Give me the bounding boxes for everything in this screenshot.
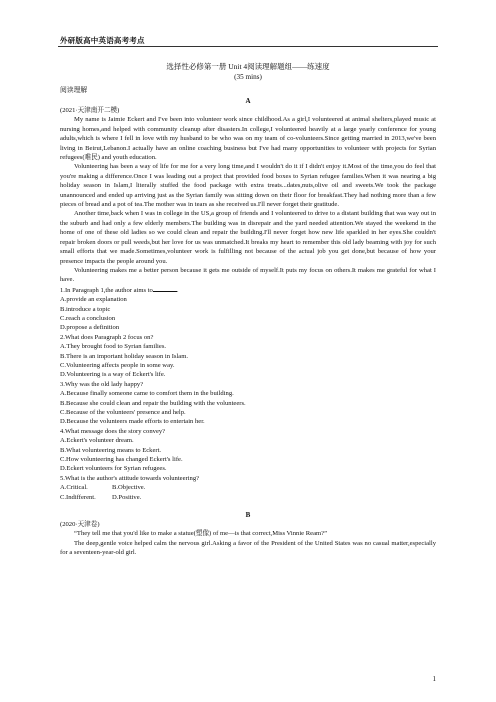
answer-option: C.Because of the volunteers' presence and help.: [60, 409, 186, 416]
passage-b-paragraph: The deep,gentle voice helped calm the nervous girl.Asking a favor of the President of the United States was no casual matter,especially for a seventeen-year-old girl.: [60, 539, 436, 557]
question-3: [60, 380, 436, 427]
answer-option: A.Eckert's volunteer dream.: [60, 437, 134, 445]
header-divider: [58, 46, 438, 47]
answer-option: B.Objective.: [112, 484, 146, 492]
passage-a-label: A: [245, 97, 251, 105]
answer-option: B.Because she could clean and repair the building with the volunteers.: [60, 399, 246, 407]
question-stem: 5.What is the author's attitude towards volunteering?: [60, 474, 200, 482]
question-5: [60, 474, 436, 502]
document-title: 选择性必修第一册 Unit 4阅读理解题组——练速度: [166, 62, 330, 71]
question-stem: 3.Why was the old lady happy?: [60, 380, 144, 388]
answer-option: A.provide an explanation: [60, 296, 127, 304]
answer-option: D.propose a definition: [60, 324, 120, 332]
answer-option: B.There is an important holiday season in Islam.: [60, 352, 189, 360]
answer-option: A.Because finally someone came to comfort them in the building.: [60, 390, 234, 398]
passage-b-source: (2020·天津卷): [60, 521, 100, 529]
passage-a-paragraph: Volunteering has been a way of life for me for a very long time,and I wouldn't do it if I didn't enjoy it.Most of the time,you do feel that you're making a difference.Once I was leading out a project that provided food boxes to Syrian refugee families.When it was nearing a big holiday season in Islam,I literally stuffed the food package with extra treats...dates,nuts,olive oil and sweets.We took the package unannounced and ended up arriving just as the Syrian family was sitting down on their floor for breakfast.They had nothing more than a few pieces of bread and a pot of tea.The mother was in tears as she received us.I'll never forget their gratitude.: [60, 163, 436, 209]
question-stem: 2.What does Paragraph 2 focus on?: [60, 333, 154, 341]
answer-option: D.Positive.: [112, 493, 142, 501]
page-number: 1: [432, 675, 436, 683]
passage-a-paragraph: Another time,back when I was in college in the US,a group of friends and I volunteered to drive to a distant building that was way out in the suburb and had only a few elderly members.The building was in disrepair and the yard needed attention.We stayed the weekend in the home of one of these old ladies so we could clean and repair the building.I'll never forget how new life sparkled in her eyes.She couldn't repair broken doors or pull weeds,but her love for us was unmatched.It breaks my heart to remember this old lady beaming with joy for such small efforts that we made.Sometimes,volunteer work is fulfilling not because of the actual job you get done,but because of how your presence impacts the people around you.: [60, 210, 436, 265]
question-1: 1.In Paragraph 1,the author aims to . A.provide an explanation B.introduce a topic C.reach a conclusion D.propose a definition: [60, 285, 436, 333]
passage-b-label: B: [245, 511, 251, 520]
answer-option: B.What volunteering means to Eckert.: [60, 446, 162, 454]
answer-blank: [153, 285, 177, 292]
section-heading: 阅读理解: [60, 86, 88, 94]
passage-a-paragraph: My name is Jaimie Eckert and I've been into volunteer work since childhood.As a girl,I volunteered at animal shelters,played music at nursing homes,and helped with community cleanup after disasters.In college,I volunteered heavily at a large yearly conference for young adults,which is where I fell in love with my husband to be who was on my team of co-volunteers.Since getting married in 2013,we've been living in Beirut,Lebanon.I actually have an online coaching business but I've had many opportunities to volunteer with projects for Syrian refugees(难民) and youth education.: [60, 116, 436, 162]
answer-option: D.Because the volunteers made efforts to entertain her.: [60, 418, 205, 426]
running-header: 外研版高中英语高考考点: [60, 36, 145, 45]
document-body: [60, 60, 436, 558]
question-4: [60, 427, 436, 474]
question-stem: 1.In Paragraph 1,the author aims to: [60, 286, 153, 294]
answer-option: D.Volunteering is a way of Eckert's life.: [60, 371, 166, 379]
answer-option: C.How volunteering has changed Eckert's life.: [60, 456, 183, 464]
question-2: [60, 333, 436, 380]
answer-option: C.Indifferent.: [60, 493, 96, 501]
answer-option: B.introduce a topic: [60, 305, 111, 313]
question-stem: 4.What message does the story convey?: [60, 427, 166, 435]
answer-option: A.They brought food to Syrian families.: [60, 343, 167, 351]
answer-option: C.reach a conclusion: [60, 314, 116, 322]
passage-a-paragraph: Volunteering makes me a better person because it gets me outside of myself.It puts my focus on others.It makes me grateful for what I have.: [60, 266, 436, 284]
time-limit: (35 mins): [234, 73, 262, 81]
passage-a-source: (2021·天津南开二模): [60, 107, 120, 114]
answer-option: D.Eckert volunteers for Syrian refugees.: [60, 465, 167, 473]
answer-option: A.Critical.: [60, 484, 88, 492]
answer-option: C.Volunteering affects people in some way.: [60, 361, 175, 369]
passage-b-paragraph: “They tell me that you'd like to make a statue(塑像) of me—is that correct,Miss Vinnie Ream?”: [74, 530, 327, 538]
